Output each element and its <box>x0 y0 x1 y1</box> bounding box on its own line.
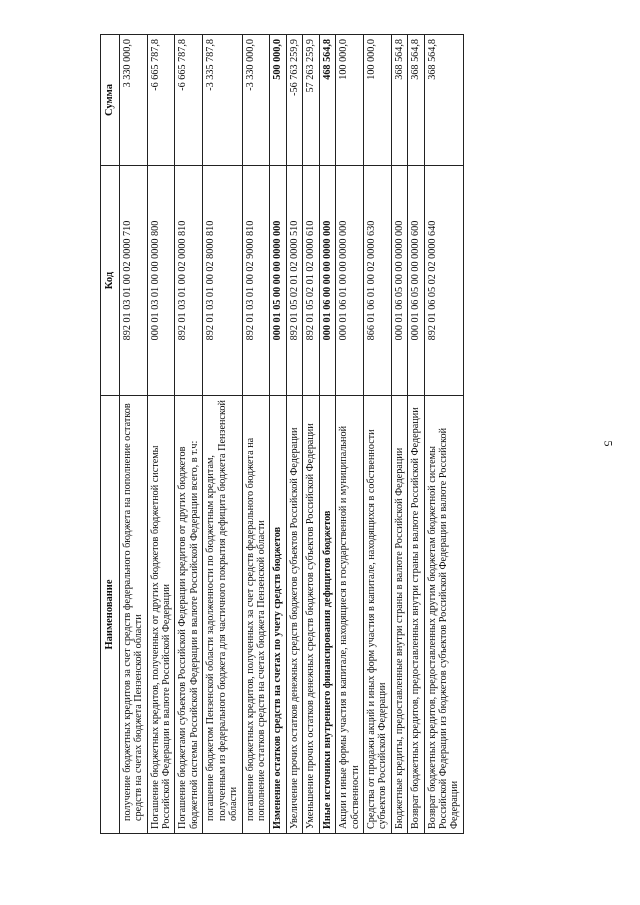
table-row <box>203 35 242 834</box>
table-row <box>336 35 364 834</box>
row-name-cell: Акции и иные формы участия в капитале, находящиеся в государственной и муниципальной собственности <box>336 396 364 834</box>
row-name-cell: получение бюджетных кредитов за счет средств федерального бюджета на пополнение остатков средств на счетах бюджета Пензенской области <box>119 396 147 834</box>
row-code-cell: 000 01 06 05 00 00 0000 000 <box>391 166 407 396</box>
table-row <box>408 35 424 834</box>
table-row <box>303 35 319 834</box>
row-sum-cell: 468 564,8 <box>319 35 335 166</box>
row-name-cell: Бюджетные кредиты, предоставленные внутри страны в валюте Российской Федерации <box>391 396 407 834</box>
row-code-cell: 000 01 05 00 00 00 0000 000 <box>270 166 286 396</box>
row-sum-cell: 57 263 259,9 <box>303 35 319 166</box>
row-code-cell: 000 01 06 05 00 00 0000 600 <box>408 166 424 396</box>
financing-sources-table <box>100 34 464 834</box>
table-row <box>391 35 407 834</box>
row-code-cell: 000 01 03 01 00 00 0000 800 <box>147 166 175 396</box>
row-sum-cell: -56 763 259,9 <box>286 35 302 166</box>
row-name-cell: Средства от продажи акций и иных форм участия в капитале, находящихся в собственности субъектов Российской Федерации <box>363 396 391 834</box>
rotated-table-area <box>100 35 500 834</box>
row-name-cell: Уменьшение прочих остатков денежных средств бюджетов субъектов Российской Федерации <box>303 396 319 834</box>
header-name: Наименование <box>101 396 120 834</box>
row-name-cell: Погашение бюджетами субъектов Российской Федерации кредитов от других бюджетов бюджетной системы Российской Федерации в валюте Российской Федерации всего, в т.ч: <box>175 396 203 834</box>
row-name-cell: Иные источники внутреннего финансирования дефицитов бюджетов <box>319 396 335 834</box>
row-sum-cell: -6 665 787,8 <box>175 35 203 166</box>
table-row <box>270 35 286 834</box>
table-row <box>119 35 147 834</box>
row-sum-cell: 500 000,0 <box>270 35 286 166</box>
row-name-cell: погашение бюджетом Пензенской области задолженности по бюджетным кредитам, полученным из федерального бюджета для частичного покрытия дефицита бюджета Пензенской области <box>203 396 242 834</box>
row-sum-cell: 368 564,8 <box>408 35 424 166</box>
row-name-cell: Возврат бюджетных кредитов, предоставленных другим бюджетам бюджетной системы Российской Федерации из бюджетов субъектов Российской Федерации в валюте Российской Федерации <box>424 396 463 834</box>
row-code-cell: 892 01 03 01 00 02 8000 810 <box>203 166 242 396</box>
row-sum-cell: -3 330 000,0 <box>242 35 270 166</box>
row-name-cell: Возврат бюджетных кредитов, предоставленных внутри страны в валюте Российской Федерации <box>408 396 424 834</box>
row-sum-cell: -3 335 787,8 <box>203 35 242 166</box>
page-number: 5 <box>601 440 616 447</box>
table-row <box>242 35 270 834</box>
row-sum-cell: 100 000,0 <box>363 35 391 166</box>
table-header-row <box>101 35 120 834</box>
row-name-cell: Увеличение прочих остатков денежных средств бюджетов субъектов Российской Федерации <box>286 396 302 834</box>
table-row <box>147 35 175 834</box>
row-code-cell: 892 01 03 01 00 02 0000 810 <box>175 166 203 396</box>
row-code-cell: 892 01 05 02 01 02 0000 610 <box>303 166 319 396</box>
row-code-cell: 892 01 03 01 00 02 9000 810 <box>242 166 270 396</box>
row-name-cell: Погашение бюджетных кредитов, полученных от других бюджетов бюджетной системы Российской Федерации в валюте Российской Федерации <box>147 396 175 834</box>
row-name-cell: погашение бюджетных кредитов, полученных за счет средств федерального бюджета на пополнение остатков средств на счетах бюджета Пензенской области <box>242 396 270 834</box>
row-sum-cell: 368 564,8 <box>391 35 407 166</box>
row-name-cell: Изменение остатков средств на счетах по учету средств бюджетов <box>270 396 286 834</box>
table-row <box>363 35 391 834</box>
row-code-cell: 866 01 06 01 00 02 0000 630 <box>363 166 391 396</box>
table-row <box>286 35 302 834</box>
row-sum-cell: 100 000,0 <box>336 35 364 166</box>
table-row <box>424 35 463 834</box>
row-code-cell: 892 01 06 05 02 02 0000 640 <box>424 166 463 396</box>
row-sum-cell: 3 330 000,0 <box>119 35 147 166</box>
row-sum-cell: -6 665 787,8 <box>147 35 175 166</box>
row-code-cell: 892 01 03 01 00 02 0000 710 <box>119 166 147 396</box>
row-code-cell: 000 01 06 01 00 00 0000 000 <box>336 166 364 396</box>
row-code-cell: 000 01 06 00 00 00 0000 000 <box>319 166 335 396</box>
row-sum-cell: 368 564,8 <box>424 35 463 166</box>
table-wrapper <box>100 35 500 834</box>
table-row <box>175 35 203 834</box>
row-code-cell: 892 01 05 02 01 02 0000 510 <box>286 166 302 396</box>
table-row <box>319 35 335 834</box>
header-sum: Сумма <box>101 35 120 166</box>
header-code: Код <box>101 166 120 396</box>
